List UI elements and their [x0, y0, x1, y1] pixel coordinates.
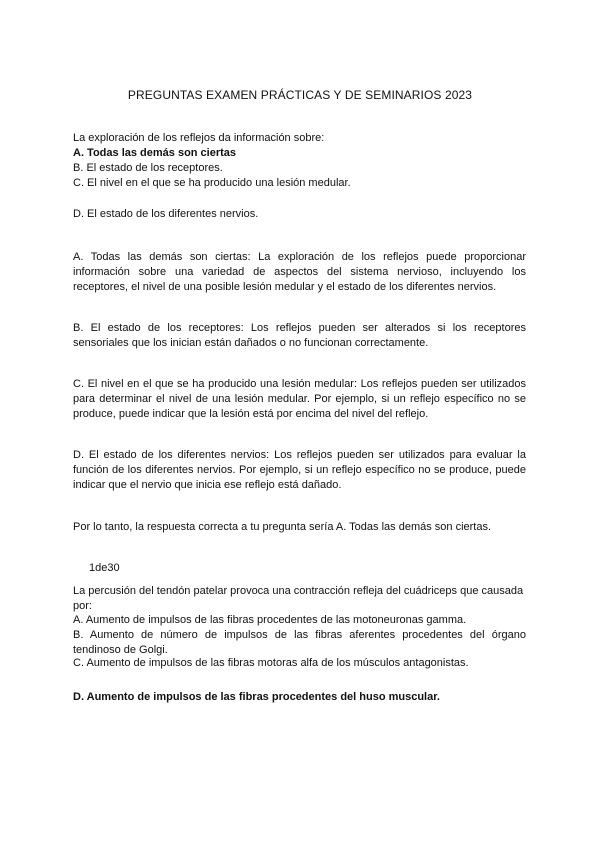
question-1-text: La exploración de los reflejos da información sobre: — [73, 132, 325, 144]
q1-explanation-a: A. Todas las demás son ciertas: La exploración de los reflejos puede proporcionar información sobre una variedad de aspectos del sistema nervioso, incluyendo los receptores, el nivel de una posible lesión medular y el estado de los diferentes nervios. — [73, 251, 526, 293]
q1-explanation-b: B. El estado de los receptores: Los reflejos pueden ser alterados si los receptores sensoriales que los inician están dañados o no funcionan correctamente. — [73, 322, 526, 349]
q1-conclusion: Por lo tanto, la respuesta correcta a tu pregunta sería A. Todas las demás son ciertas. — [73, 521, 492, 533]
question-2-text: La percusión del tendón patelar provoca una contracción refleja del cuádriceps que causada por: — [73, 585, 524, 612]
q2-option-b: B. Aumento de número de impulsos de las fibras aferentes procedentes del órgano tendinoso de Golgi. — [73, 629, 526, 656]
q2-option-c: C. Aumento de impulsos de las fibras motoras alfa de los músculos antagonistas. — [73, 657, 469, 669]
q1-explanation-d: D. El estado de los diferentes nervios: Los reflejos pueden ser utilizados para evaluar la función de los diferentes nervios. Por ejemplo, si un reflejo específico no se produce, puede indicar que el nervio que inicia ese reflejo está dañado. — [73, 449, 526, 491]
q2-option-a: A. Aumento de impulsos de las fibras procedentes de las motoneuronas gamma. — [73, 614, 467, 626]
q1-option-a: A. Todas las demás son ciertas — [73, 147, 237, 159]
q1-option-d: D. El estado de los diferentes nervios. — [73, 208, 259, 220]
q1-option-b: B. El estado de los receptores. — [73, 162, 223, 174]
page-title: PREGUNTAS EXAMEN PRÁCTICAS Y DE SEMINARIOS 2023 — [127, 88, 473, 102]
page-counter: 1de30 — [89, 562, 120, 574]
q2-option-d: D. Aumento de impulsos de las fibras procedentes del huso muscular. — [73, 691, 440, 703]
q1-explanation-c: C. El nivel en el que se ha producido una lesión medular: Los reflejos pueden ser utilizados para determinar el nivel de una lesión medular. Por ejemplo, si un reflejo específico no se produce, puede indicar que la lesión está por encima del nivel del reflejo. — [73, 378, 526, 420]
q1-option-c: C. El nivel en el que se ha producido una lesión medular. — [73, 177, 351, 189]
